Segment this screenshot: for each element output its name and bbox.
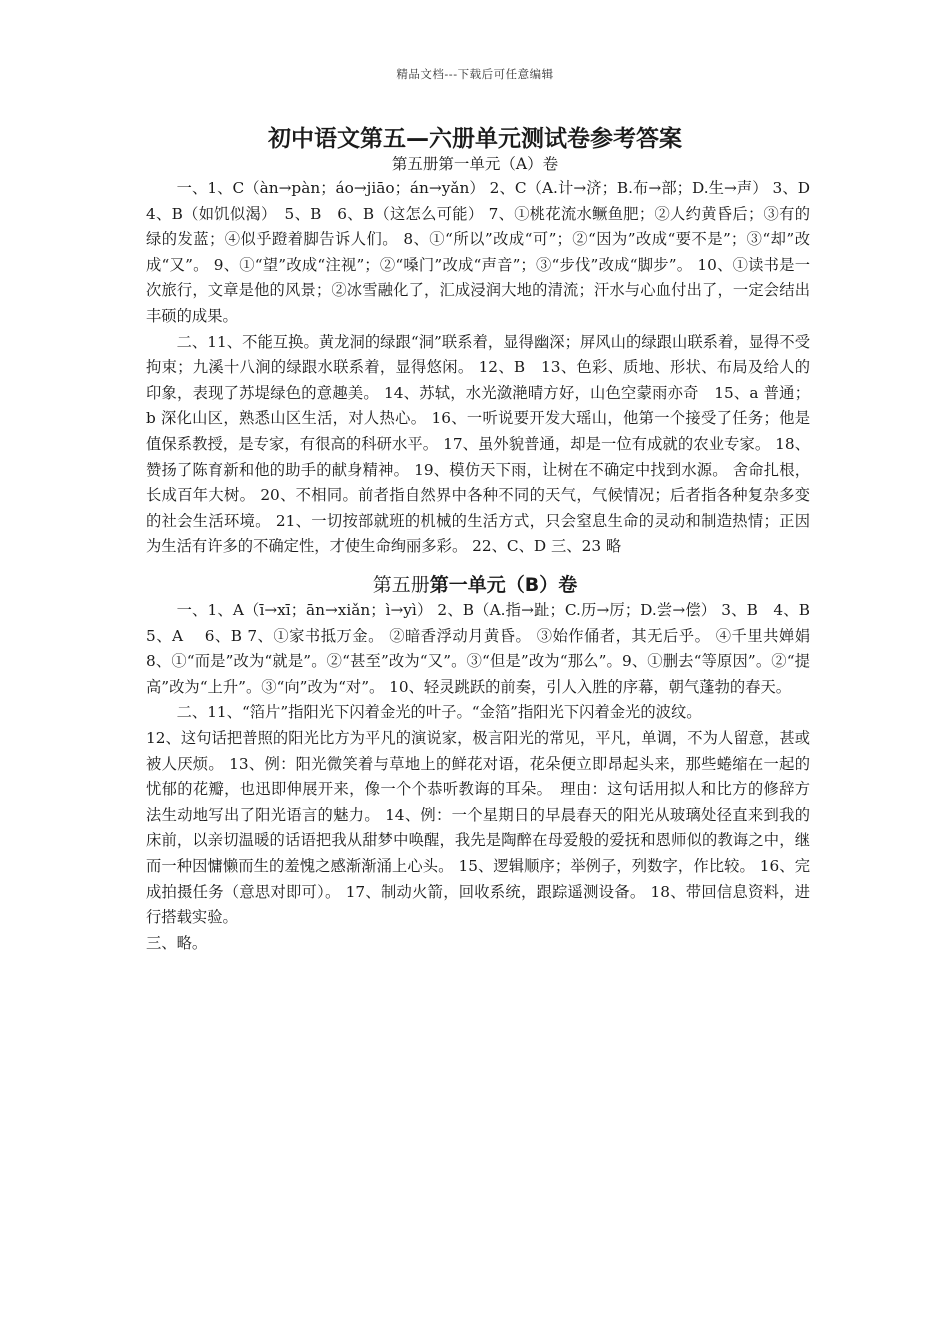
section-b-body <box>146 598 826 956</box>
section-a-paragraph-2: 二、11、不能互换。黄龙洞的绿跟“洞”联系着，显得幽深；屏风山的绿跟山联系着，显得不受拘束；九溪十八涧的绿跟水联系着，显得悠闲。 12、B 13、色彩、质地、形状、布局及给人的印象，表现了苏堤绿色的意趣美。 14、苏轼，水光潋滟晴方好，山色空蒙雨亦奇 15、a 普通；b 深化山区，熟悉山区生活，对人热心。 16、一听说要开发大瑶山，他第一个接受了任务；他是值保系教授，是专家，有很高的科研水平。 17、虽外貌普通，却是一位有成就的农业专家。 18、赞扬了陈育新和他的助手的献身精神。 19、模仿天下雨，让树在不确定中找到水源。 舍命扎根，长成百年大树。 20、不相同。前者指自然界中各种不同的天气，气候情况；后者指各种复杂多变的社会生活环境。 21、一切按部就班的机械的生活方式，只会窒息生命的灵动和制造热情；正因为生活有许多的不确定性，才使生命绚丽多彩。 22、C、D 三、23 略 <box>146 332 810 556</box>
section-b-heading <box>0 570 950 597</box>
section-b-paragraph-4: 三、略。 <box>146 933 208 952</box>
section-b-heading-prefix: 第五册 <box>372 574 430 596</box>
section-b-paragraph-3: 12、这句话把普照的阳光比方为平凡的演说家，极言阳光的常见，平凡，单调，不为人留意，甚或被人厌烦。 13、例：阳光微笑着与草地上的鲜花对语，花朵便立即昂起头来，那些蜷缩在一起的忧郁的花瓣，也迅即伸展开来，像一个个恭听教诲的耳朵。 理由：这句话用拟人和比方的修辞方法生动地写出了阳光语言的魅力。 14、例：一个星期日的早晨春天的阳光从玻璃处径直来到我的床前，以亲切温暖的话语把我从甜梦中唤醒，我先是陶醉在母爱般的爱抚和恩师似的教诲之中，继而一种因慵懒而生的羞愧之感渐渐涌上心头。 15、逻辑顺序；举例子，列数字，作比较。 16、完成拍摄任务（意思对即可）。 17、制动火箭，回收系统，跟踪遥测设备。 18、带回信息资料，进行搭载实验。 <box>146 728 810 927</box>
section-b-heading-bold: 第一单元（B）卷 <box>429 574 578 596</box>
section-a-paragraph-1: 一、1、C（àn→pàn；áo→jiāo；án→yǎn） 2、C（A.计→济；B.布→部；D.生→声） 3、D 4、B（如饥似渴） 5、B 6、B（这怎么可能） 7、①桃花流水鳜鱼肥；②人约黄昏后；③有的绿的发蓝；④似乎蹬着脚告诉人们。 8、①“所以”改成“可”；②“因为”改成“要不是”；③“却”改成“又”。 9、①“望”改成“注视”；②“嗓门”改成“声音”；③“步伐”改成“脚步”。 10、①读书是一次旅行，文章是他的风景；②冰雪融化了，汇成浸润大地的清流；汗水与心血付出了，一定会结出丰硕的成果。 <box>146 179 831 325</box>
section-b-paragraph-2: 二、11、“箔片”指阳光下闪着金光的叶子。“金箔”指阳光下闪着金光的波纹。 <box>176 703 702 722</box>
header-note: 精品文档---下载后可任意编辑 <box>396 67 554 81</box>
section-a-body <box>146 176 831 560</box>
section-b-paragraph-1: 一、1、A（ī→xī；ān→xiǎn；ì→yì） 2、B（A.指→趾；C.历→厉；D.尝→偿） 3、B 4、B 5、A 6、B 7、①家书抵万金。 ②暗香浮动月黄昏。 ③始作俑者，其无后乎。 ④千里共婵娟 8、①“而是”改为“就是”。②“甚至”改为“又”。③“但是”改为“那么”。9、①删去“等原因”。②“提高”改为“上升”。③“向”改为“对”。 10、轻灵跳跃的前奏，引人入胜的序幕，朝气蓬勃的春天。 <box>146 601 826 696</box>
section-a-heading: 第五册第一单元（A）卷 <box>391 155 559 173</box>
document-title: 初中语文第五—六册单元测试卷参考答案 <box>268 126 682 152</box>
